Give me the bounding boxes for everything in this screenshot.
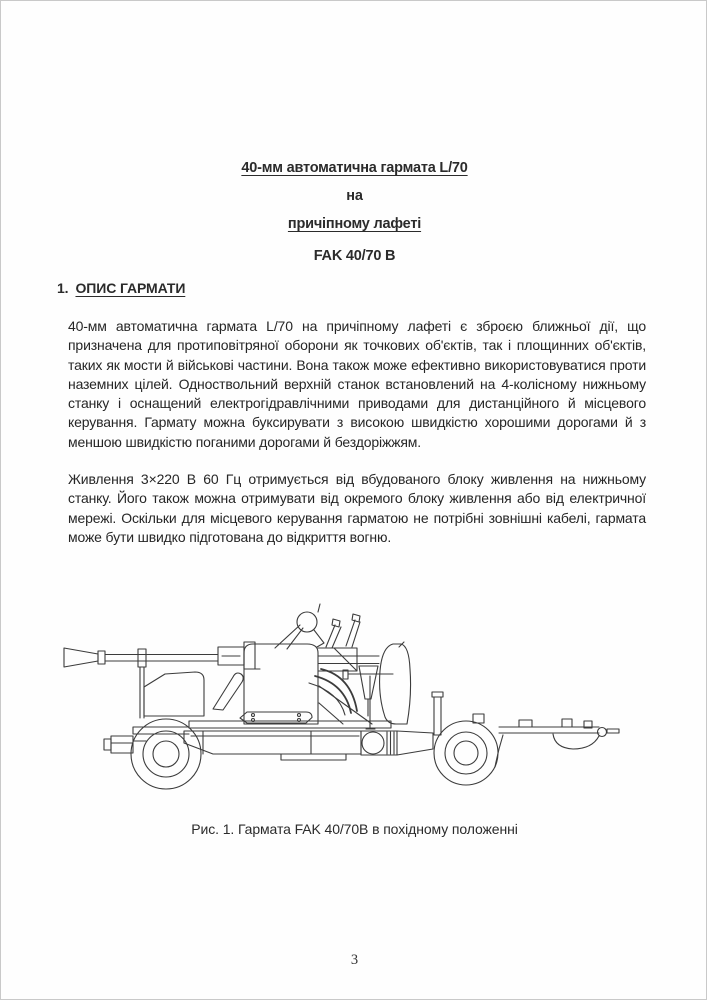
right-wheel (434, 721, 498, 785)
page-number: 3 (350, 952, 359, 968)
section-heading (57, 280, 185, 296)
section-number: 1. (57, 280, 69, 296)
paragraph-1: 40-мм автоматична гармата L/70 на причіпному лафеті є зброєю ближньої дії, що призначена для протиповітряної оборони як точкових об'єктів, так і площинних об'єктів, таких як мости й військові частини. Вона також може ефективно використовуватися проти наземних цілей. Одноствольний верхній станок встановлений на 4-колісному нижньому станку і оснащений електрогідравлічними приводами для дистанційного й місцевого керування. Гармату можна буксирувати з високою швидкістю хорошими дорогами й з меншою швидкістю поганими дорогами й бездоріжжям. (68, 318, 646, 450)
doc-title-line-4-text: FAK 40/70 В (313, 248, 396, 264)
doc-title-line-1-text: 40-мм автоматична гармата L/70 (241, 160, 468, 176)
seat (213, 673, 243, 710)
sight-drum (297, 612, 317, 632)
doc-title-line-4 (1, 247, 707, 266)
doc-title-line-3-text: причіпному лафеті (287, 216, 422, 232)
magazine-guides (326, 619, 341, 648)
barrel (105, 655, 218, 662)
section-title: ОПИС ГАРМАТИ (75, 280, 186, 296)
muzzle-brake (64, 648, 98, 667)
mount-shield-right (380, 644, 411, 724)
doc-title-line-2-text: на (346, 188, 363, 204)
support-foot (104, 736, 146, 753)
figure-caption: Рис. 1. Гармата FAK 40/70В в похідному положенні (191, 821, 518, 837)
doc-title-line-1 (1, 159, 707, 178)
figure-1 (41, 591, 661, 806)
left-wheel (131, 719, 201, 789)
paragraph-2: Живлення 3×220 В 60 Гц отримується від вбудованого блоку живлення на нижньому станку. Його також можна отримувати від окремого блоку живлення або від електричної мережі. Оскільки для місцевого керування гарматою не потрібні зовнішні кабелі, гармата може бути швидко підготована до відкриття вогню. (68, 471, 646, 545)
doc-title-line-2 (1, 187, 707, 206)
power-drum (362, 732, 384, 754)
doc-title-line-3 (1, 215, 707, 234)
equipment-box (144, 672, 204, 716)
tow-eye (598, 728, 607, 737)
gun-trailer-drawing (41, 591, 661, 806)
carriage-frame (184, 731, 361, 754)
